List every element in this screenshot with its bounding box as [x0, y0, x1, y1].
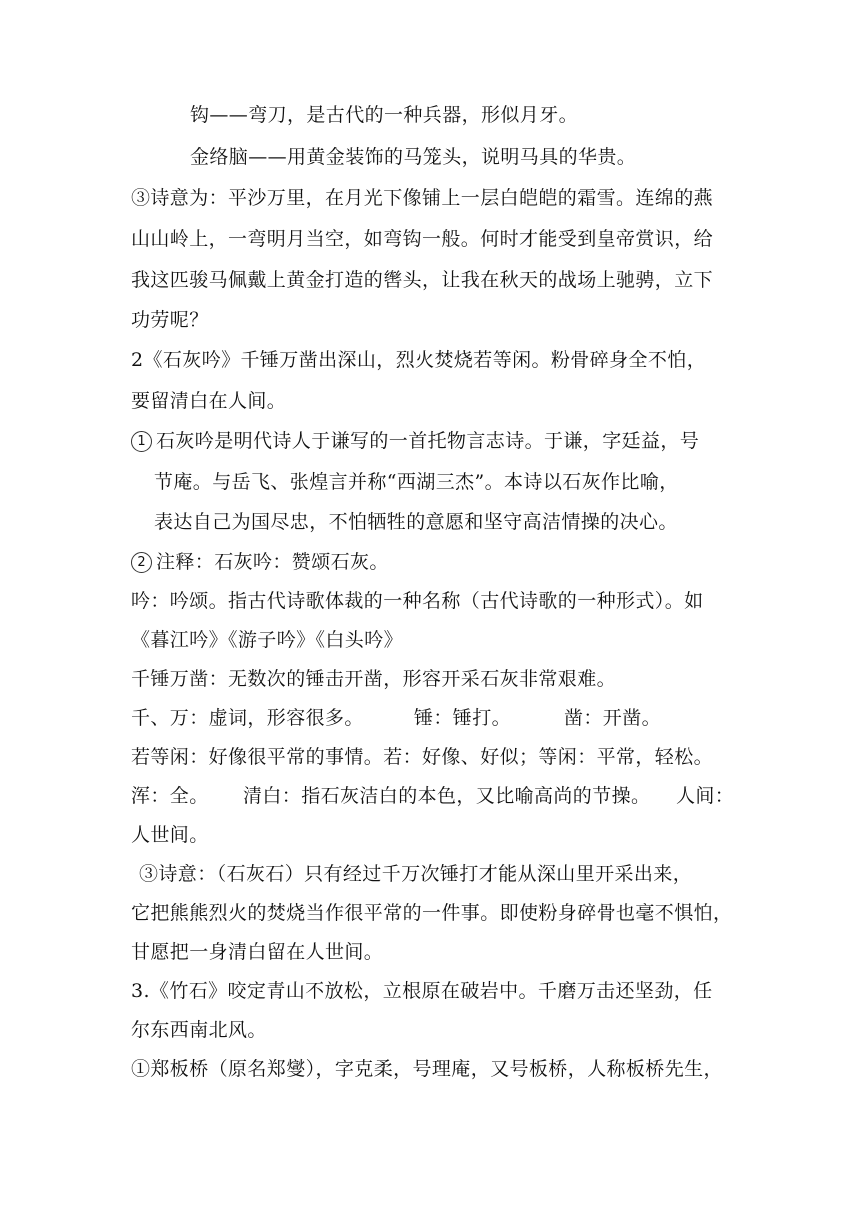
note-yin: 吟：吟颂。指古代诗歌体裁的一种名称（古代诗歌的一种形式）。如 — [131, 590, 704, 612]
poem2-heading: 2《石灰吟》千锤万凿出深山，烈火焚烧若等闲。粉骨碎身全不怕， — [131, 349, 707, 371]
note-qianwan: 千、万：虚词，形容很多。 — [131, 707, 364, 729]
poem3-heading-cont: 尔东西南北风。 — [131, 1019, 267, 1041]
poem2-meaning-line1: ③诗意：（石灰石）只有经过千万次锤打才能从深山里开采出来， — [139, 863, 693, 885]
poem1-meaning-line2: 山山岭上，一弯明月当空，如弯钩一般。何时才能受到皇帝赏识，给 — [131, 228, 714, 250]
poem1-meaning-line3: 我这匹骏马佩戴上黄金打造的辔头，让我在秋天的战场上驰骋，立下 — [131, 269, 714, 291]
poem2-notes-heading — [131, 549, 389, 575]
poem3-heading: 3.《竹石》咬定青山不放松，立根原在破岩中。千磨万击还坚劲，任 — [131, 980, 713, 1002]
poem1-meaning-line1: ③诗意为：平沙万里，在月光下像铺上一层白皑皑的霜雪。连绵的燕 — [131, 187, 714, 209]
note-qingbai: 清白：指石灰洁白的本色，又比喻高尚的节操。 — [243, 785, 651, 807]
poem1-meaning-line4: 功劳呢？ — [131, 309, 209, 331]
poem3-author-intro: ①郑板桥（原名郑燮），字克柔，号理庵，又号板桥，人称板桥先生， — [131, 1058, 723, 1080]
note-zao: 凿：开凿。 — [564, 707, 662, 729]
poem2-notes-heading-text: 注释：石灰吟：赞颂石灰。 — [156, 551, 389, 573]
circled-number-2: 2 — [131, 552, 152, 573]
poem2-meaning-line2: 它把熊熊烈火的焚烧当作很平常的一件事。即使粉身碎骨也毫不惧怕， — [131, 902, 733, 924]
gloss-jinluonao: 金络脑——用黄金装饰的马笼头，说明马具的华贵。 — [190, 146, 637, 168]
poem2-intro-line1 — [131, 428, 699, 454]
circled-number-1: 1 — [131, 431, 152, 452]
note-ruodengxian: 若等闲：好像很平常的事情。若：好像、好似；等闲：平常，轻松。 — [131, 746, 714, 768]
poem2-intro-line3: 表达自己为国尽忠，不怕牺牲的意愿和坚守高洁情操的决心。 — [154, 511, 678, 533]
note-renjian: 人间： — [676, 785, 735, 807]
note-qianchui: 千锤万凿：无数次的锤击开凿，形容开采石灰非常艰难。 — [131, 668, 617, 690]
poem2-heading-cont: 要留清白在人间。 — [131, 390, 287, 412]
poem2-meaning-line3: 甘愿把一身清白留在人世间。 — [131, 941, 384, 963]
note-yin-examples: 《暮江吟》《游子吟》《白头吟》 — [131, 629, 404, 651]
note-renjian-cont: 人世间。 — [131, 824, 209, 846]
note-hun: 浑：全。 — [131, 785, 209, 807]
poem2-intro-line2: 节庵。与岳飞、张煌言并称“西湖三杰”。本诗以石灰作比喻， — [154, 471, 679, 493]
note-chui: 锤：锤打。 — [414, 707, 512, 729]
poem2-intro-text1: 石灰吟是明代诗人于谦写的一首托物言志诗。于谦，字廷益，号 — [156, 430, 700, 452]
gloss-gou: 钩——弯刀，是古代的一种兵器，形似月牙。 — [190, 104, 579, 126]
